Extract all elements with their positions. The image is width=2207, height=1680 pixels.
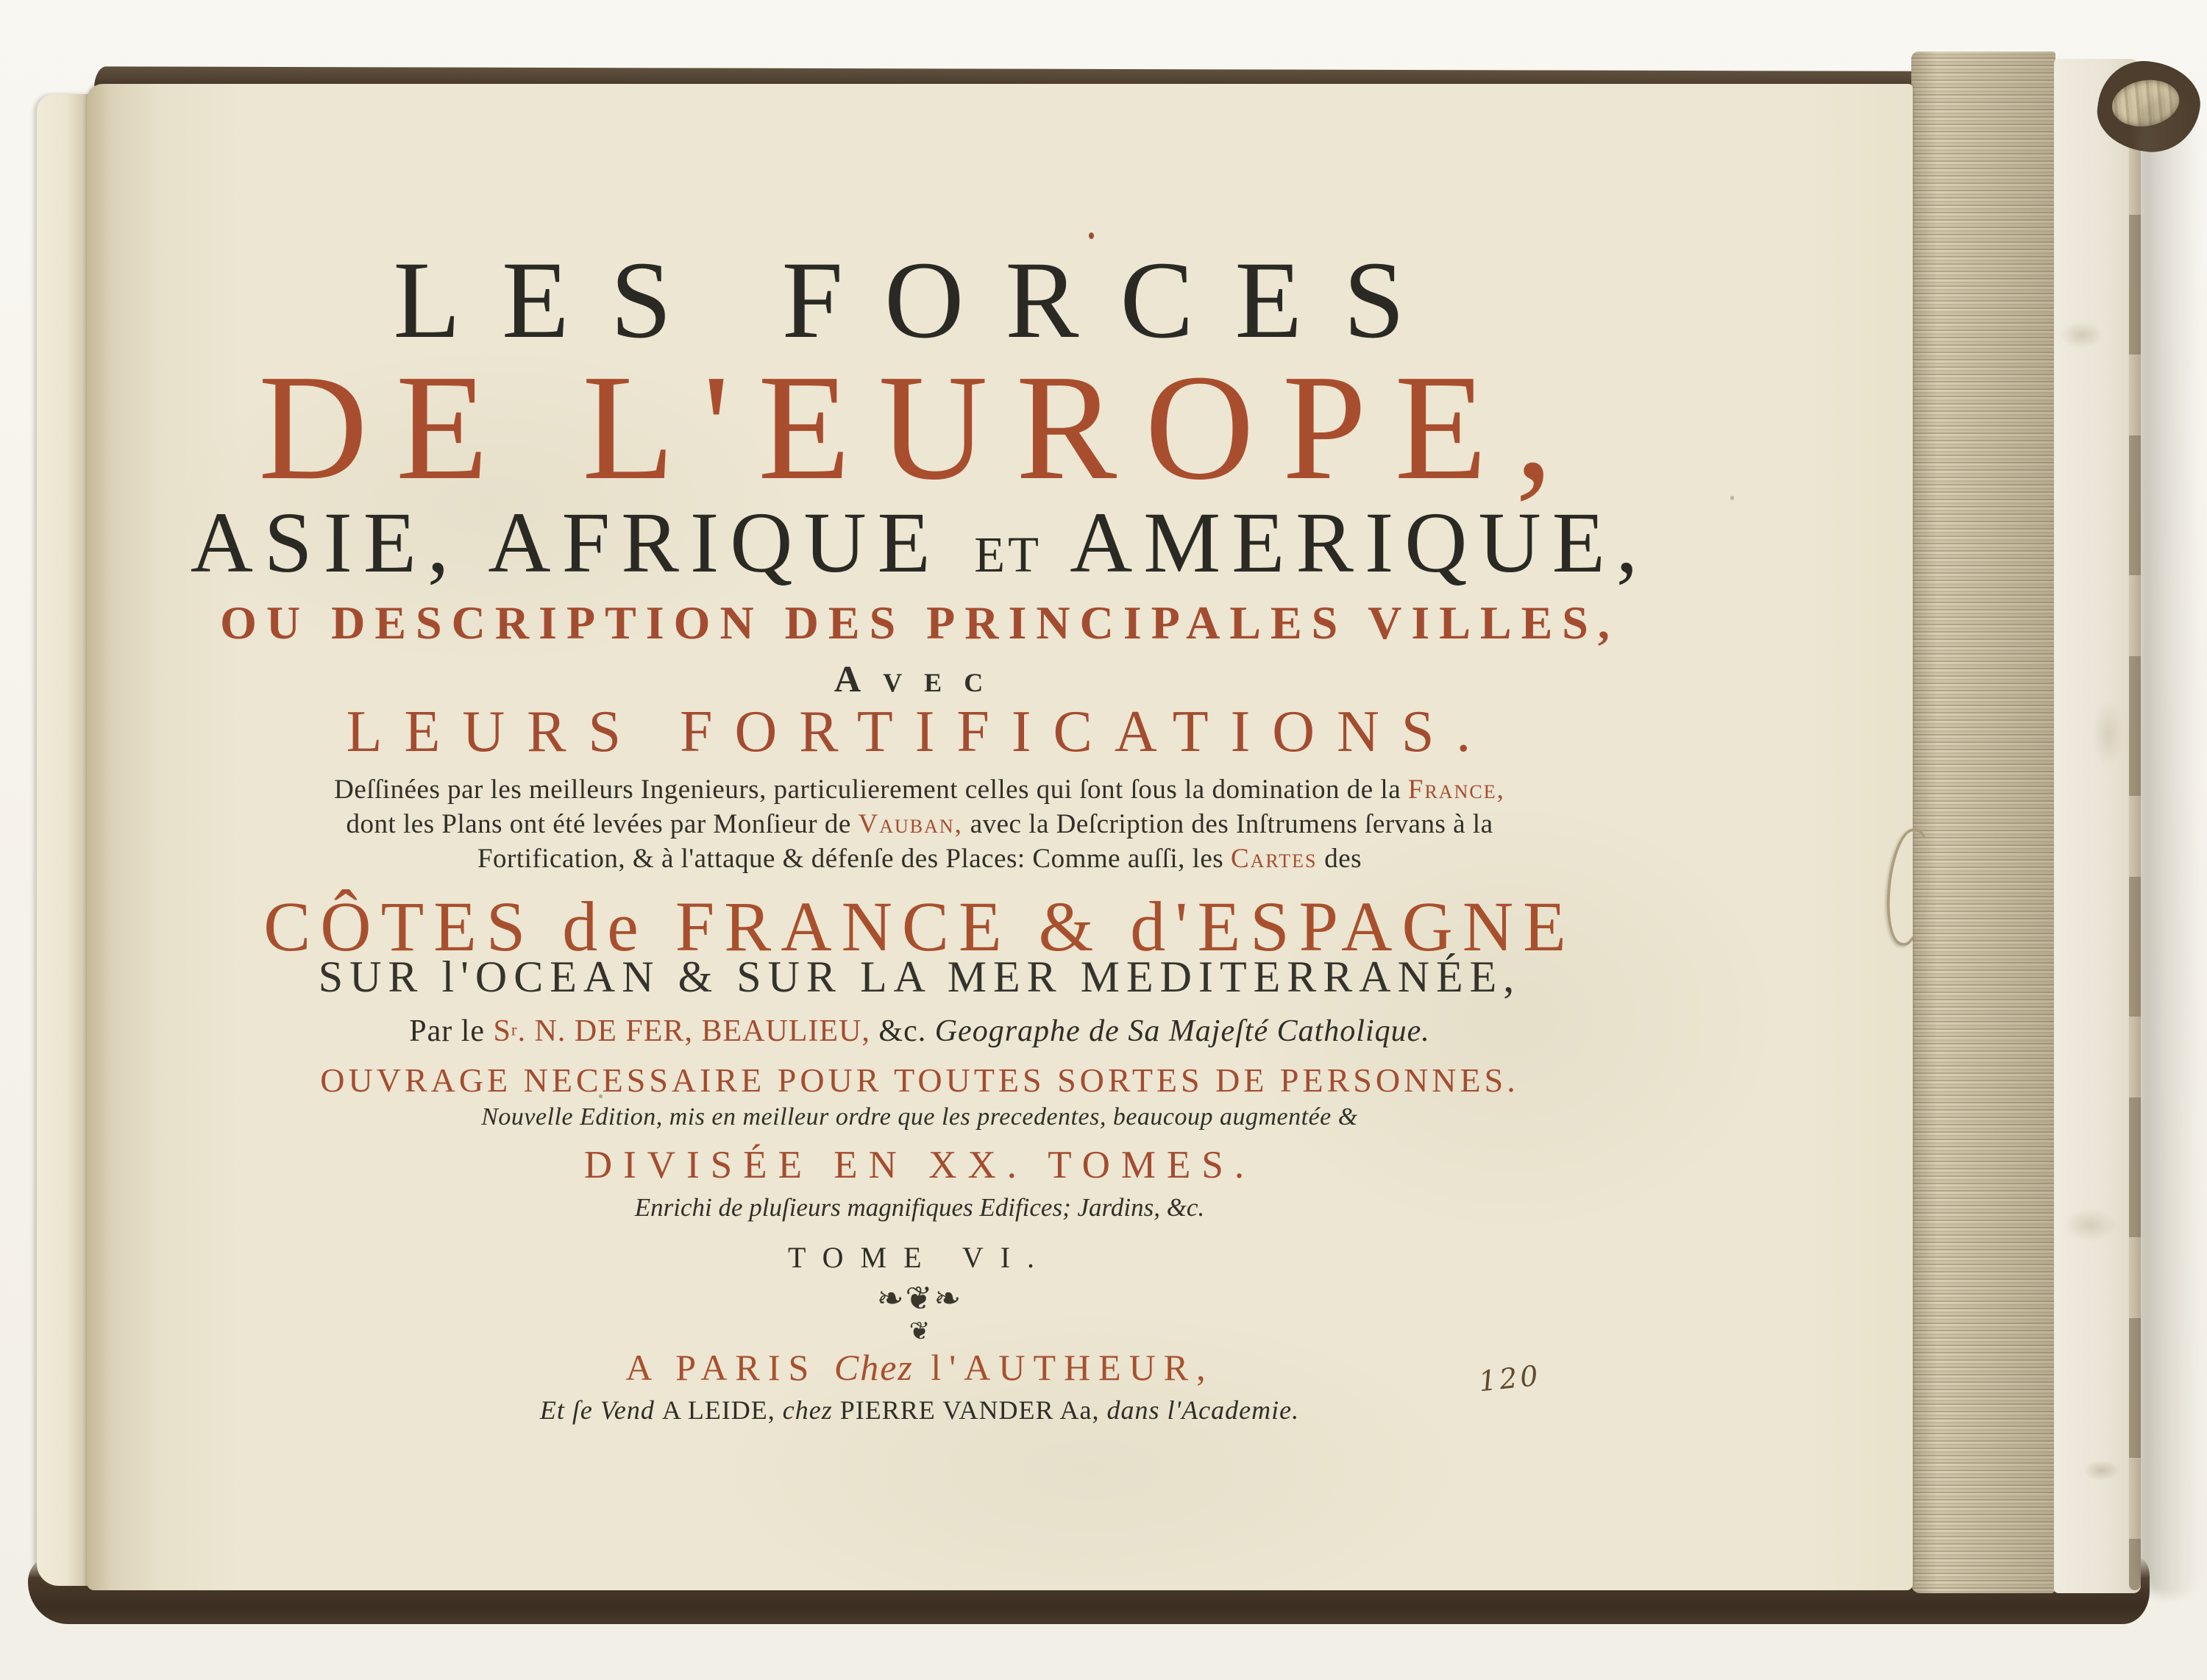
paragraph-line-1 bbox=[87, 774, 1752, 805]
cast-shadow bbox=[2138, 96, 2201, 1596]
imprint-et-se-vend: Et ſe Vend bbox=[539, 1395, 662, 1425]
edition-note: Nouvelle Edition, mis en meilleur ordre que les precedentes, beaucoup augmentée & bbox=[481, 1103, 1358, 1131]
previous-page-edge bbox=[37, 94, 90, 1586]
subtitle-description-villes: OU DESCRIPTION DES PRINCIPALES VILLES, bbox=[220, 597, 1619, 649]
author-line bbox=[87, 1014, 1752, 1049]
imprint-leide-line bbox=[87, 1395, 1752, 1425]
author-title-italic: Geographe de Sa Majeſté Catholique. bbox=[934, 1014, 1430, 1048]
author-sup-r: r bbox=[511, 1019, 518, 1039]
word-france: France, bbox=[1407, 775, 1505, 805]
subtitle-ocean-mediterranee: SUR l'OCEAN & SUR LA MER MEDITERRANÉE, bbox=[318, 953, 1521, 1001]
paragraph-3-black-b: des bbox=[1317, 844, 1362, 874]
asie-segment: ASIE, AFRIQUE bbox=[190, 494, 975, 591]
imprint-pierre-vander: PIERRE VANDER Aa, bbox=[839, 1395, 1107, 1425]
word-vauban: Vauban, bbox=[858, 809, 963, 839]
paragraph-2-black-a: dont les Plans ont été levées par Monſieur de bbox=[346, 809, 859, 839]
subtitle-ouvrage-necessaire: OUVRAGE NECESSAIRE POUR TOUTES SORTES DE PERSONNES. bbox=[320, 1061, 1519, 1099]
printer-ornament-small-icon: ❦ bbox=[909, 1317, 931, 1346]
paragraph-3-black-a: Fortification, & à l'attaque & défenſe des Places: Comme auſſi, les bbox=[477, 844, 1231, 874]
title-page bbox=[87, 84, 1913, 1590]
author-names: . N. DE FER, BEAULIEU, bbox=[517, 1014, 870, 1048]
author-etc: &c. bbox=[870, 1014, 935, 1048]
subtitle-leurs-fortifications: LEURS FORTIFICATIONS. bbox=[346, 700, 1493, 764]
word-cartes: Cartes bbox=[1230, 844, 1318, 874]
vellum-cover bbox=[2054, 59, 2141, 1593]
subtitle-divisee-tomes: DIVISÉE EN XX. TOMES. bbox=[583, 1144, 1256, 1186]
et-segment: ET bbox=[974, 527, 1042, 583]
handwritten-page-number: 120 bbox=[1476, 1359, 1543, 1398]
word-avec: AVEC bbox=[834, 658, 1006, 700]
title-line-de-leurope: DE L'EUROPE, bbox=[258, 343, 1581, 511]
imprint-academie: dans l'Academie. bbox=[1106, 1395, 1300, 1425]
subtitle-cotes-france-espagne: CÔTES de FRANCE & d'ESPAGNE bbox=[263, 887, 1576, 966]
tome-number: TOME VI. bbox=[787, 1241, 1052, 1274]
page-block-fore-edge bbox=[1911, 51, 2055, 1593]
amerique-segment: AMERIQUE, bbox=[1042, 494, 1649, 591]
imprint-a-paris: A PARIS bbox=[625, 1347, 834, 1388]
paragraph-2-black-b: avec la Deſcription des Inſtrumens ſervans à la bbox=[962, 809, 1493, 839]
author-par-le: Par le bbox=[409, 1014, 494, 1048]
paragraph-line-2 bbox=[87, 808, 1752, 840]
paragraph-line-3 bbox=[87, 843, 1752, 875]
author-s: S bbox=[493, 1014, 511, 1048]
imprint-chez-2: chez bbox=[782, 1395, 840, 1425]
title-line-asie-afrique-amerique bbox=[87, 493, 1752, 593]
paragraph-1-black: Deſſinées par les meilleurs Ingenieurs, particulierement celles qui ſont ſous la domination de la bbox=[334, 775, 1408, 805]
imprint-autheur: l'AUTHEUR, bbox=[913, 1347, 1214, 1388]
imprint-a-leide: A LEIDE, bbox=[661, 1395, 783, 1425]
enrichi-note: Enrichi de pluſieurs magnifiques Edifices; Jardins, &c. bbox=[634, 1193, 1205, 1222]
imprint-chez: Chez bbox=[834, 1347, 914, 1388]
title-line-les-forces: LES FORCES bbox=[393, 239, 1446, 361]
printer-ornament-icon: ❧❦❧ bbox=[876, 1280, 963, 1317]
